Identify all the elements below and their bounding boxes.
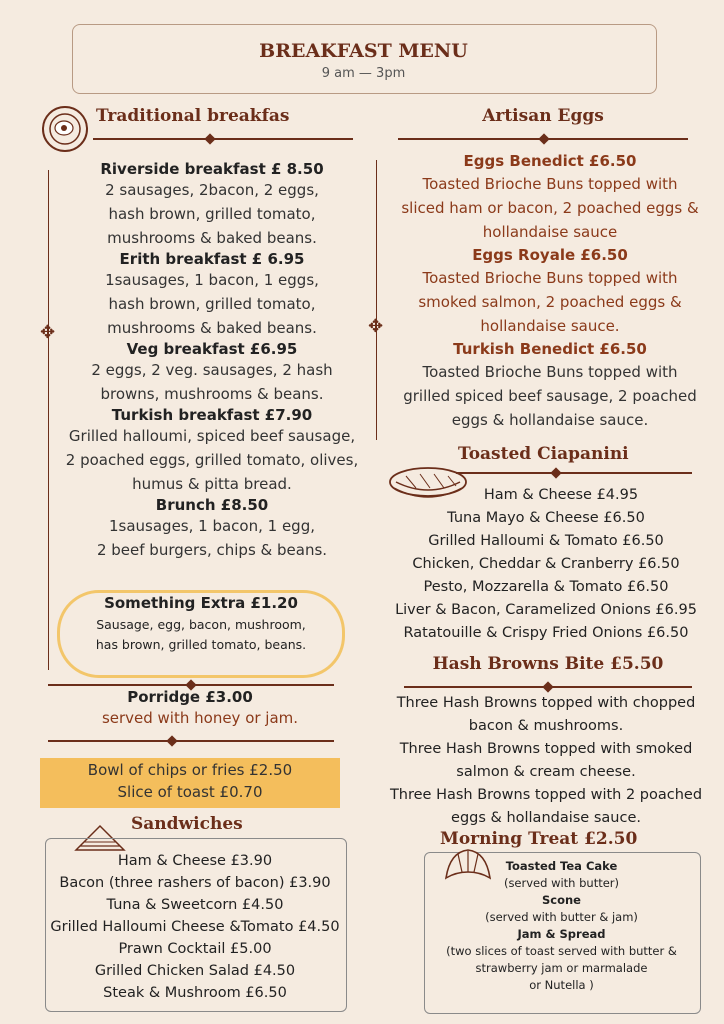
plate-icon [40,104,90,154]
item-name: Eggs Royale £6.50 [472,246,628,264]
hashbrowns-list [372,692,720,830]
item-line: 2 eggs, 2 veg. sausages, 2 hash [91,361,333,379]
sandwiches-title: Sandwiches [131,814,243,834]
item-line: 1sausages, 1 bacon, 1 eggs, [105,271,319,289]
item-line: sliced ham or bacon, 2 poached eggs & [401,199,699,217]
menu-item [54,406,370,496]
item-line: mushrooms & baked beans. [107,229,317,247]
menu-item [388,150,712,244]
item-line: 2 sausages, 2bacon, 2 eggs, [105,181,319,199]
treat-line: or Nutella ) [529,978,594,992]
extra-line: has brown, grilled tomato, beans. [95,637,307,652]
item-name: Turkish breakfast £7.90 [111,406,313,424]
treat-line: (two slices of toast served with butter & [446,944,677,958]
item-name: Erith breakfast £ 6.95 [119,250,305,268]
eggs-title: Artisan Eggs [482,106,604,126]
sandwich-item: Grilled Chicken Salad £4.50 [94,963,296,979]
divider-ornament [166,735,177,746]
opening-hours: 9 am — 3pm [321,66,406,81]
item-line: Toasted Brioche Buns topped with [422,269,678,287]
divider-ornament [538,133,549,144]
traditional-divider [93,138,353,140]
treat-name: Jam & Spread [517,927,606,941]
hashbrown-line: Three Hash Browns topped with chopped [396,695,696,711]
ciapanini-item: Ratatouille & Crispy Fried Onions £6.50 [403,625,689,641]
sandwich-item: Grilled Halloumi Cheese &Tomato £4.50 [50,919,340,935]
menu-item [54,340,370,406]
ciapanini-item: Pesto, Mozzarella & Tomato £6.50 [423,579,669,595]
sandwiches-list [40,850,350,1004]
item-name: Riverside breakfast £ 8.50 [100,160,324,178]
porridge-divider-bottom [48,740,334,742]
treat-list [424,858,699,994]
left-vertical-rule [48,170,49,670]
porridge-name: Porridge £3.00 [127,688,253,706]
item-line: 2 beef burgers, chips & beans. [96,541,328,559]
porridge-block [40,688,340,730]
item-line: hash brown, grilled tomato, [108,205,316,223]
traditional-title: Traditional breakfas [96,106,290,126]
treat-name: Toasted Tea Cake [505,859,618,873]
side-item: Bowl of chips or fries £2.50 [87,761,293,779]
item-name: Turkish Benedict £6.50 [453,340,647,358]
treat-line: (served with butter) [503,876,620,890]
ciapanini-title: Toasted Ciapanini [458,444,629,464]
extra-name: Something Extra £1.20 [104,594,298,612]
ciapanini-item: Liver & Bacon, Caramelized Onions £6.95 [395,602,697,618]
item-line: hollandaise sauce [482,223,618,241]
hashbrown-line: Three Hash Browns topped with smoked [399,741,693,757]
menu-item [54,160,370,250]
side-item: Slice of toast £0.70 [117,783,263,801]
item-line: 1sausages, 1 bacon, 1 egg, [108,517,315,535]
item-line: browns, mushrooms & beans. [100,385,324,403]
ciapanini-divider [456,472,692,474]
item-line: eggs & hollandaise sauce. [451,411,649,429]
extra-line: Sausage, egg, bacon, mushroom, [96,617,306,632]
treat-name: Scone [542,893,581,907]
item-name: Veg breakfast £6.95 [126,340,298,358]
item-name: Eggs Benedict £6.50 [463,152,637,170]
sandwich-item: Steak & Mushroom £6.50 [103,985,287,1001]
menu-item [54,250,370,340]
traditional-list [54,160,370,562]
item-line: hollandaise sauce. [480,317,620,335]
right-vertical-rule [376,160,377,440]
item-line: grilled spiced beef sausage, 2 poached [403,387,697,405]
treat-line: strawberry jam or marmalade [475,961,648,975]
ciapanini-item: Grilled Halloumi & Tomato £6.50 [428,533,664,549]
item-name: Brunch £8.50 [155,496,269,514]
hashbrowns-title: Hash Browns Bite £5.50 [432,654,664,674]
item-line: Toasted Brioche Buns topped with [422,175,678,193]
item-line: humus & pitta bread. [132,475,292,493]
divider-ornament [542,681,553,692]
menu-item [388,338,712,432]
hashbrown-line: salmon & cream cheese. [456,764,636,780]
left-ornament: ✥ [40,322,56,343]
divider-ornament [550,467,561,478]
sandwich-item: Tuna & Sweetcorn £4.50 [106,897,284,913]
sandwich-item: Prawn Cocktail £5.00 [118,941,272,957]
ciapanini-list [384,484,708,645]
item-line: mushrooms & baked beans. [107,319,317,337]
item-line: Toasted Brioche Buns topped with [422,363,678,381]
right-ornament: ✥ [368,316,384,337]
sandwich-item: Bacon (three rashers of bacon) £3.90 [59,875,331,891]
menu-title: BREAKFAST MENU [259,40,468,62]
hashbrown-line: Three Hash Browns topped with 2 poached [389,787,703,803]
item-line: hash brown, grilled tomato, [108,295,316,313]
extra-block [57,594,345,655]
ciapanini-item: Tuna Mayo & Cheese £6.50 [447,510,645,526]
item-line: 2 poached eggs, grilled tomato, olives, [65,451,359,469]
item-line: Grilled halloumi, spiced beef sausage, [68,427,356,445]
divider-ornament [204,133,215,144]
ciapanini-item: Chicken, Cheddar & Cranberry £6.50 [412,556,680,572]
hashbrown-line: bacon & mushrooms. [468,718,624,734]
menu-item [388,244,712,338]
treat-line: (served with butter & jam) [485,910,638,924]
hashbrown-line: eggs & hollandaise sauce. [451,810,641,826]
porridge-desc: served with honey or jam. [101,709,299,727]
sandwich-item: Ham & Cheese £3.90 [117,853,273,869]
eggs-list [388,150,712,432]
sides-block [40,759,340,803]
item-line: smoked salmon, 2 poached eggs & [418,293,682,311]
menu-item [54,496,370,562]
treat-title: Morning Treat £2.50 [440,829,638,849]
ciapanini-item: Ham & Cheese £4.95 [483,487,639,503]
